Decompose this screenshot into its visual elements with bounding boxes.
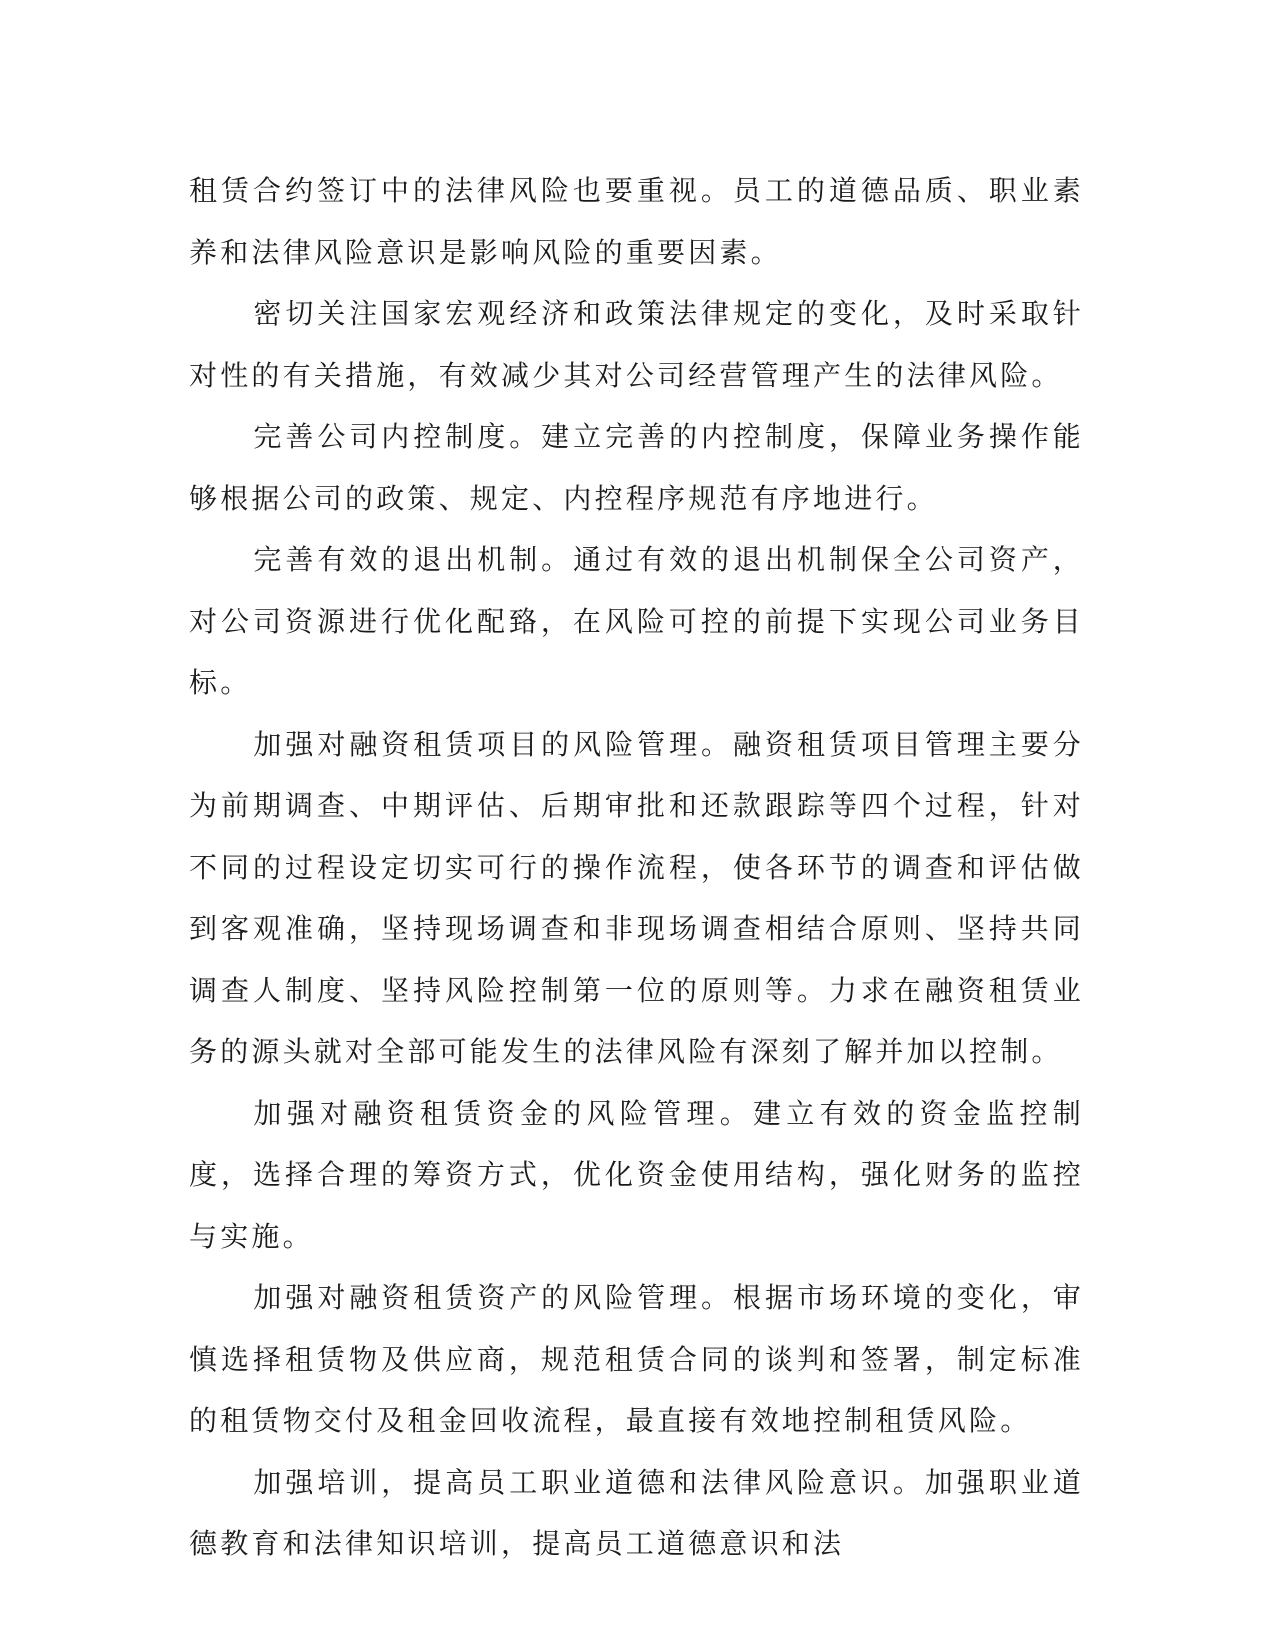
paragraph-3: 完善公司内控制度。建立完善的内控制度，保障业务操作能够根据公司的政策、规定、内控程序规范有序地进行。 xyxy=(189,420,1084,515)
paragraph-2: 密切关注国家宏观经济和政策法律规定的变化，及时采取针对性的有关措施，有效减少其对公司经营管理产生的法律风险。 xyxy=(189,297,1084,392)
paragraph-4: 完善有效的退出机制。通过有效的退出机制保全公司资产，对公司资源进行优化配臵，在风险可控的前提下实现公司业务目标。 xyxy=(189,543,1084,699)
paragraph-6: 加强对融资租赁资金的风险管理。建立有效的资金监控制度，选择合理的筹资方式，优化资金使用结构，强化财务的监控与实施。 xyxy=(189,1096,1084,1253)
paragraph-8: 加强培训，提高员工职业道德和法律风险意识。加强职业道德教育和法律知识培训，提高员工道德意识和法 xyxy=(189,1465,1084,1560)
paragraph-7: 加强对融资租赁资产的风险管理。根据市场环境的变化，审慎选择租赁物及供应商，规范租赁合同的谈判和签署，制定标准的租赁物交付及租金回收流程，最直接有效地控制租赁风险。 xyxy=(189,1281,1084,1437)
document-body xyxy=(189,160,1084,1575)
paragraph-1: 租赁合约签订中的法律风险也要重视。员工的道德品质、职业素养和法律风险意识是影响风险的重要因素。 xyxy=(189,174,1084,269)
paragraph-5: 加强对融资租赁项目的风险管理。融资租赁项目管理主要分为前期调查、中期评估、后期审批和还款跟踪等四个过程，针对不同的过程设定切实可行的操作流程，使各环节的调查和评估做到客观准确，坚持现场调查和非现场调查相结合原则、坚持共同调查人制度、坚持风险控制第一位的原则等。力求在融资租赁业务的源头就对全部可能发生的法律风险有深刻了解并加以控制。 xyxy=(189,727,1084,1068)
